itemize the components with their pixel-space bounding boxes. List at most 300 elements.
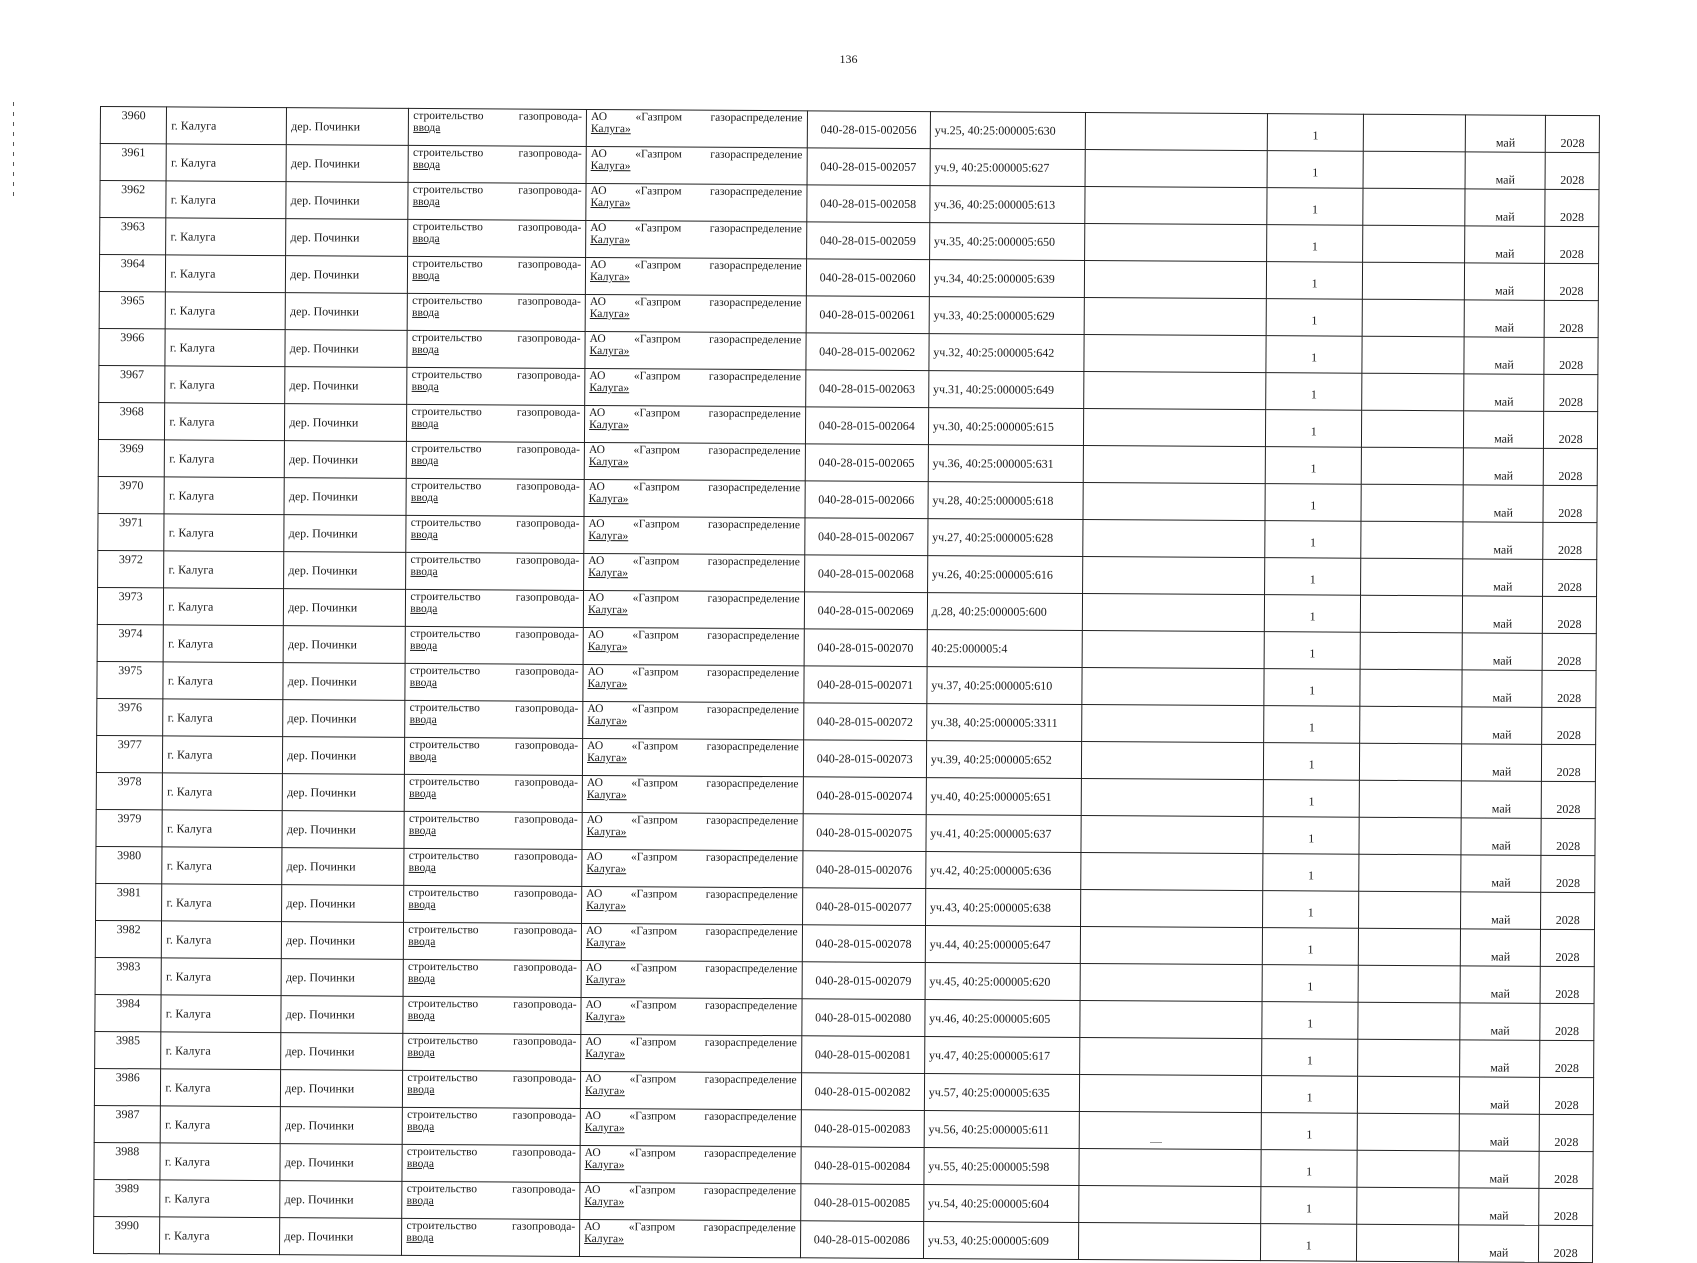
org-c-text: газораспределение xyxy=(710,111,803,125)
plot-text: уч.40, 40:25:000005:651 xyxy=(930,789,1052,804)
city-cell xyxy=(160,1143,280,1181)
org-a-text: АО xyxy=(587,702,604,716)
empty-cell xyxy=(1083,483,1265,521)
code-text: 040-28-015-002063 xyxy=(818,381,916,396)
quantity-cell xyxy=(1264,595,1361,633)
city-cell xyxy=(163,773,283,811)
month-cell xyxy=(1460,1003,1541,1040)
organization-cell xyxy=(582,849,803,887)
year-text: 2028 xyxy=(1553,1245,1578,1261)
org-a-text: АО xyxy=(585,924,603,938)
year-text: 2028 xyxy=(1556,764,1581,780)
plot-text: уч.25, 40:25:000005:630 xyxy=(934,123,1056,138)
empty-cell xyxy=(1083,557,1265,595)
org-d-text: Калуга» xyxy=(590,196,631,210)
org-b-text: «Газпром xyxy=(635,185,682,198)
month-cell xyxy=(1465,226,1546,263)
margin-marks xyxy=(12,96,16,206)
num-text: 3976 xyxy=(117,700,143,715)
month-text: май xyxy=(1495,209,1515,224)
work-type-cell xyxy=(403,996,581,1034)
org-d-text: Калуга» xyxy=(585,973,626,987)
org-c-text: газораспределение xyxy=(709,185,803,199)
code-text: 040-28-015-002074 xyxy=(816,788,913,803)
org-d-text: Калуга» xyxy=(584,1195,625,1209)
work-a-text: строительство xyxy=(412,220,483,234)
org-c-text: газораспределение xyxy=(707,518,801,532)
city-text: г. Калуга xyxy=(164,1228,210,1243)
quantity-cell xyxy=(1266,299,1363,337)
empty-cell xyxy=(1360,706,1462,744)
code-text: 040-28-015-002079 xyxy=(815,973,912,988)
qty-text: 1 xyxy=(1311,350,1318,365)
organization-cell xyxy=(586,183,807,221)
row-number xyxy=(95,920,162,957)
work-type-cell xyxy=(405,774,583,812)
empty-cell xyxy=(1081,779,1263,817)
quantity-cell xyxy=(1261,1113,1358,1151)
work-type-cell xyxy=(407,367,585,405)
city-cell xyxy=(162,847,282,885)
month-text: май xyxy=(1494,357,1514,372)
empty-cell xyxy=(1080,1001,1262,1039)
cadastral-plot-cell xyxy=(929,297,1084,335)
work-b-text: газопровода- xyxy=(513,998,577,1011)
plot-text: уч.33, 40:25:000005:629 xyxy=(933,308,1055,323)
city-cell xyxy=(163,699,283,737)
work-c-text: ввода xyxy=(412,306,440,320)
org-d-text: Калуга» xyxy=(588,566,629,580)
code-text: 040-28-015-002081 xyxy=(814,1047,911,1062)
year-cell xyxy=(1541,929,1595,966)
org-a-text: АО xyxy=(585,1035,602,1049)
org-b-text: «Газпром xyxy=(631,777,678,790)
city-text: г. Калуга xyxy=(170,155,217,170)
organization-cell xyxy=(582,812,803,850)
month-cell xyxy=(1465,189,1546,226)
work-b-text: газопровода- xyxy=(518,110,583,123)
qty-text: 1 xyxy=(1306,1090,1313,1105)
record-code-cell xyxy=(802,962,925,1000)
month-text: май xyxy=(1493,468,1514,483)
year-cell xyxy=(1545,189,1599,226)
org-c-text: газораспределение xyxy=(706,703,799,717)
organization-cell xyxy=(585,294,806,332)
year-cell xyxy=(1544,374,1598,411)
num-text: 3960 xyxy=(121,108,146,123)
row-number xyxy=(100,144,167,181)
org-a-text: АО xyxy=(589,295,606,309)
num-text: 3982 xyxy=(116,922,141,937)
city-text: г. Калуга xyxy=(168,562,214,577)
empty-cell xyxy=(1359,817,1461,855)
row-number xyxy=(95,957,162,994)
org-b-text: «Газпром xyxy=(628,1221,676,1234)
row-number xyxy=(96,772,163,809)
city-cell xyxy=(163,736,283,774)
city-cell xyxy=(164,551,284,589)
month-cell xyxy=(1461,781,1542,818)
row-number xyxy=(99,328,166,365)
work-type-cell xyxy=(404,811,582,849)
month-text: май xyxy=(1494,320,1515,335)
plot-text: уч.45, 40:25:000005:620 xyxy=(929,974,1051,989)
settlement-cell xyxy=(286,219,408,257)
month-text: май xyxy=(1495,246,1515,261)
settlement-cell xyxy=(284,552,406,590)
month-cell xyxy=(1464,300,1545,337)
row-number xyxy=(96,735,163,772)
empty-cell xyxy=(1079,1112,1261,1150)
city-text: г. Калуга xyxy=(171,118,217,133)
year-cell xyxy=(1540,1003,1594,1040)
num-text: 3972 xyxy=(118,552,143,567)
record-code-cell xyxy=(803,666,926,704)
org-a-text: АО xyxy=(588,443,606,457)
month-cell xyxy=(1463,448,1544,485)
code-text: 040-28-015-002076 xyxy=(815,862,913,877)
quantity-cell xyxy=(1264,706,1361,744)
org-b-text: «Газпром xyxy=(630,962,677,975)
empty-cell xyxy=(1078,1222,1260,1260)
org-c-text: газораспределение xyxy=(709,259,802,273)
place-text: дер. Починки xyxy=(287,785,357,800)
num-text: 3966 xyxy=(120,330,145,345)
city-cell xyxy=(160,1180,280,1218)
month-text: май xyxy=(1493,542,1513,557)
city-text: г. Калуга xyxy=(166,895,212,910)
city-text: г. Калуга xyxy=(168,599,214,614)
month-text: май xyxy=(1489,1097,1510,1112)
plot-text: уч.36, 40:25:000005:631 xyxy=(932,456,1054,471)
month-text: май xyxy=(1493,579,1513,594)
month-cell xyxy=(1464,337,1545,374)
empty-cell xyxy=(1085,187,1267,225)
month-cell xyxy=(1460,1040,1541,1077)
year-text: 2028 xyxy=(1555,949,1580,965)
empty-cell xyxy=(1360,780,1462,818)
year-cell xyxy=(1540,1114,1594,1151)
city-cell xyxy=(165,403,285,441)
org-b-text: «Газпром xyxy=(628,1184,676,1197)
qty-text: 1 xyxy=(1307,905,1314,920)
empty-cell xyxy=(1080,1038,1262,1076)
work-a-text: строительство xyxy=(410,553,481,567)
quantity-cell xyxy=(1261,1187,1358,1225)
place-text: дер. Починки xyxy=(284,1229,354,1244)
code-text: 040-28-015-002059 xyxy=(819,233,916,248)
plot-text: д.28, 40:25:000005:600 xyxy=(931,604,1047,619)
settlement-cell xyxy=(282,848,404,886)
month-text: май xyxy=(1489,1171,1509,1186)
org-a-text: АО xyxy=(589,332,606,346)
work-a-text: строительство xyxy=(408,849,480,863)
org-c-text: газораспределение xyxy=(703,1184,797,1198)
work-type-cell xyxy=(402,1144,580,1182)
work-a-text: строительство xyxy=(408,812,480,826)
settlement-cell xyxy=(284,589,406,627)
row-number xyxy=(98,439,165,476)
work-type-cell xyxy=(407,441,585,479)
place-text: дер. Починки xyxy=(285,1007,355,1022)
work-a-text: строительство xyxy=(407,1071,478,1085)
empty-cell xyxy=(1362,299,1464,337)
year-cell xyxy=(1539,1225,1593,1262)
year-cell xyxy=(1543,596,1597,633)
settlement-cell xyxy=(283,737,405,775)
city-text: г. Калуга xyxy=(170,229,216,244)
qty-text: 1 xyxy=(1307,942,1314,957)
empty-cell xyxy=(1361,484,1463,522)
organization-cell xyxy=(580,1219,801,1257)
month-text: май xyxy=(1491,912,1511,927)
settlement-cell xyxy=(283,663,405,701)
organization-cell xyxy=(586,109,807,147)
settlement-cell xyxy=(285,367,407,405)
code-text: 040-28-015-002082 xyxy=(814,1084,911,1099)
num-text: 3964 xyxy=(120,256,145,271)
work-b-text: газопровода- xyxy=(518,184,582,197)
plot-text: уч.38, 40:25:000005:3311 xyxy=(930,715,1058,730)
empty-cell xyxy=(1083,446,1265,484)
year-text: 2028 xyxy=(1556,801,1581,817)
num-text: 3961 xyxy=(121,145,146,160)
place-text: дер. Починки xyxy=(289,452,359,467)
page-number: 136 xyxy=(839,52,858,66)
org-b-text: «Газпром xyxy=(633,481,680,494)
settlement-cell xyxy=(281,996,403,1034)
place-text: дер. Починки xyxy=(288,600,358,615)
year-cell xyxy=(1540,966,1594,1003)
plot-text: уч.31, 40:25:000005:649 xyxy=(932,382,1055,397)
num-text: 3978 xyxy=(117,774,142,789)
work-b-text: газопровода- xyxy=(512,1072,577,1085)
city-cell xyxy=(161,1032,281,1070)
city-text: г. Калуга xyxy=(170,192,216,207)
org-b-text: «Газпром xyxy=(634,259,682,272)
place-text: дер. Починки xyxy=(290,267,360,282)
record-code-cell xyxy=(805,407,928,445)
month-cell xyxy=(1460,966,1541,1003)
year-cell xyxy=(1542,670,1596,707)
org-d-text: Калуга» xyxy=(587,677,628,691)
work-a-text: строительство xyxy=(408,923,479,937)
month-text: май xyxy=(1490,949,1511,964)
plot-text: уч.37, 40:25:000005:610 xyxy=(931,678,1053,693)
place-text: дер. Починки xyxy=(286,896,356,911)
year-cell xyxy=(1541,892,1595,929)
year-text: 2028 xyxy=(1557,690,1582,706)
cadastral-plot-cell xyxy=(929,223,1084,261)
city-cell xyxy=(160,1217,280,1255)
work-a-text: строительство xyxy=(411,442,482,456)
empty-cell xyxy=(1359,854,1461,892)
organization-cell xyxy=(584,442,805,480)
month-cell xyxy=(1461,818,1542,855)
cadastral-plot-cell xyxy=(923,1222,1078,1260)
org-b-text: «Газпром xyxy=(629,1110,676,1123)
cadastral-plot-cell xyxy=(927,556,1082,594)
work-c-text: ввода xyxy=(410,491,439,505)
plot-text: уч.47, 40:25:000005:617 xyxy=(928,1048,1051,1063)
org-a-text: АО xyxy=(584,1220,601,1234)
record-code-cell xyxy=(807,148,930,186)
organization-cell xyxy=(583,701,804,739)
empty-cell xyxy=(1358,1076,1460,1114)
work-a-text: строительство xyxy=(410,516,482,530)
row-number xyxy=(94,1142,161,1179)
work-type-cell xyxy=(404,885,582,923)
plot-text: уч.9, 40:25:000005:627 xyxy=(934,160,1050,175)
cadastral-plot-cell xyxy=(930,186,1085,224)
work-type-cell xyxy=(405,737,583,775)
work-b-text: газопровода- xyxy=(513,961,577,974)
num-text: 3975 xyxy=(118,663,143,678)
organization-cell xyxy=(586,146,807,184)
plot-text: уч.46, 40:25:000005:605 xyxy=(929,1011,1051,1026)
org-c-text: газораспределение xyxy=(704,1073,797,1087)
cadastral-plot-cell xyxy=(926,741,1081,779)
month-text: май xyxy=(1490,1023,1510,1038)
empty-cell xyxy=(1358,1002,1460,1040)
work-b-text: газопровода- xyxy=(518,221,582,234)
plot-text: уч.54, 40:25:000005:604 xyxy=(928,1196,1050,1211)
qty-text: 1 xyxy=(1305,1201,1313,1216)
empty-cell xyxy=(1357,1224,1459,1262)
org-d-text: Калуга» xyxy=(585,1010,626,1024)
row-number xyxy=(98,476,165,513)
row-number xyxy=(94,1068,161,1105)
row-number xyxy=(100,107,167,144)
month-cell xyxy=(1461,744,1542,781)
place-text: дер. Починки xyxy=(284,1192,354,1207)
year-cell xyxy=(1541,818,1595,855)
empty-cell xyxy=(1081,816,1263,854)
code-text: 040-28-015-002073 xyxy=(816,751,913,766)
org-c-text: газораспределение xyxy=(705,999,798,1013)
org-d-text: Калуга» xyxy=(587,603,628,617)
empty-cell xyxy=(1085,224,1267,262)
month-text: май xyxy=(1493,505,1513,520)
code-text: 040-28-015-002085 xyxy=(813,1195,911,1210)
place-text: дер. Починки xyxy=(286,822,356,837)
row-number xyxy=(95,994,162,1031)
work-type-cell xyxy=(408,219,586,257)
row-number xyxy=(97,698,164,735)
org-d-text: Калуга» xyxy=(589,418,629,432)
org-c-text: газораспределение xyxy=(709,222,802,236)
org-c-text: газораспределение xyxy=(706,814,799,828)
work-a-text: строительство xyxy=(410,590,481,604)
qty-text: 1 xyxy=(1309,646,1316,661)
organization-cell xyxy=(584,479,805,517)
org-c-text: газораспределение xyxy=(705,851,799,865)
year-text: 2028 xyxy=(1559,283,1584,299)
empty-cell xyxy=(1084,372,1266,410)
work-c-text: ввода xyxy=(410,565,438,579)
city-cell xyxy=(164,477,284,515)
year-cell xyxy=(1545,263,1599,300)
city-text: г. Калуга xyxy=(165,1006,211,1021)
settlement-cell xyxy=(280,1107,402,1145)
org-a-text: АО xyxy=(588,517,605,531)
org-d-text: Калуга» xyxy=(590,122,631,136)
empty-cell xyxy=(1358,1039,1460,1077)
work-type-cell xyxy=(406,515,584,553)
footer-mark xyxy=(1150,1142,1162,1143)
empty-cell xyxy=(1085,150,1267,188)
work-b-text: газопровода- xyxy=(515,628,579,641)
month-cell xyxy=(1465,152,1546,189)
org-b-text: «Газпром xyxy=(632,518,680,531)
record-code-cell xyxy=(806,296,929,334)
empty-cell xyxy=(1358,965,1460,1003)
org-c-text: газораспределение xyxy=(709,296,802,310)
cadastral-plot-cell xyxy=(928,482,1083,520)
work-c-text: ввода xyxy=(407,1009,435,1023)
settlement-cell xyxy=(282,922,404,960)
year-text: 2028 xyxy=(1555,912,1580,928)
organization-cell xyxy=(581,1034,802,1072)
num-text: 3965 xyxy=(120,293,145,308)
num-text: 3980 xyxy=(117,848,142,863)
qty-text: 1 xyxy=(1312,202,1319,217)
org-b-text: «Газпром xyxy=(633,444,681,457)
num-text: 3967 xyxy=(120,367,145,382)
year-text: 2028 xyxy=(1557,542,1583,558)
qty-text: 1 xyxy=(1311,276,1318,291)
cadastral-plot-cell xyxy=(925,852,1080,890)
plot-text: уч.44, 40:25:000005:647 xyxy=(929,937,1051,952)
cadastral-plot-cell xyxy=(929,334,1084,372)
empty-cell xyxy=(1360,632,1462,670)
city-text: г. Калуга xyxy=(169,340,216,355)
qty-text: 1 xyxy=(1306,1053,1313,1068)
place-text: дер. Починки xyxy=(285,1118,355,1133)
plot-text: уч.36, 40:25:000005:613 xyxy=(934,197,1056,212)
plot-text: уч.30, 40:25:000005:615 xyxy=(932,419,1054,434)
year-text: 2028 xyxy=(1557,616,1582,632)
record-code-cell xyxy=(807,111,930,149)
year-text: 2028 xyxy=(1559,209,1585,225)
code-text: 040-28-015-002080 xyxy=(815,1010,912,1025)
work-type-cell xyxy=(404,922,582,960)
empty-cell xyxy=(1080,964,1262,1002)
year-cell xyxy=(1540,1077,1594,1114)
place-text: дер. Починки xyxy=(287,637,357,652)
month-cell xyxy=(1463,522,1544,559)
row-number xyxy=(94,1179,161,1216)
work-b-text: газопровода- xyxy=(513,924,578,937)
cadastral-plot-cell xyxy=(925,1000,1080,1038)
code-text: 040-28-015-002070 xyxy=(817,640,914,655)
city-cell xyxy=(162,810,282,848)
org-c-text: газораспределение xyxy=(707,629,800,643)
org-c-text: газораспределение xyxy=(707,666,800,680)
work-c-text: ввода xyxy=(411,417,439,431)
plot-text: уч.43, 40:25:000005:638 xyxy=(929,900,1051,915)
organization-cell xyxy=(582,738,803,776)
work-type-cell xyxy=(403,1070,581,1108)
work-b-text: газопровода- xyxy=(516,517,580,530)
month-text: май xyxy=(1489,1134,1510,1149)
city-text: г. Калуга xyxy=(167,784,213,799)
num-text: 3987 xyxy=(115,1107,140,1122)
work-type-cell xyxy=(409,108,587,146)
org-b-text: «Газпром xyxy=(634,222,682,235)
qty-text: 1 xyxy=(1306,1164,1313,1179)
org-a-text: АО xyxy=(590,110,608,124)
